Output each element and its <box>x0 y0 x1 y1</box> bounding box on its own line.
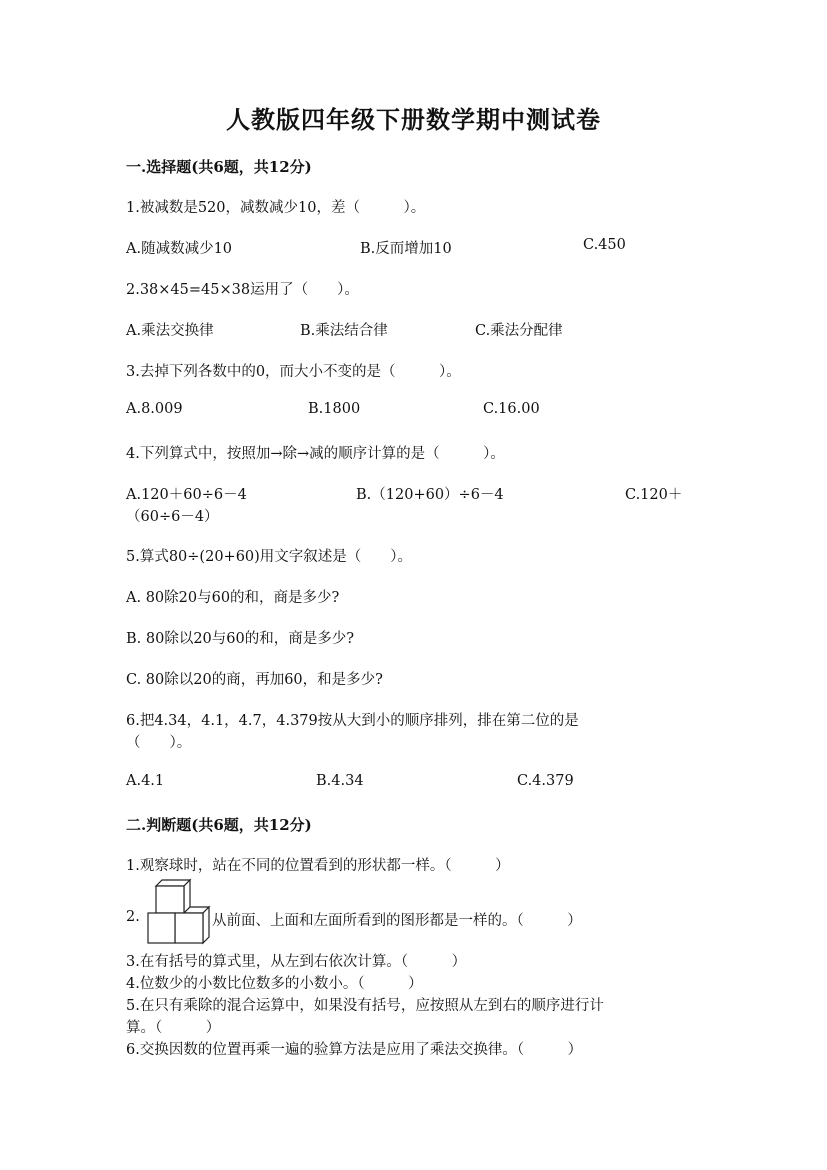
question-1-option-a: A.随减数减少10 <box>126 241 233 257</box>
question-5-option-a: A. 80除20与60的和，商是多少? <box>126 590 340 606</box>
question-3-stem: 3.去掉下列各数中的0，而大小不变的是（ ）。 <box>126 364 461 380</box>
page-title: 人教版四年级下册数学期中测试卷 <box>226 105 601 134</box>
judgement-5-continued: 算。（ ） <box>126 1020 221 1036</box>
section-heading-true-false: 二.判断题(共6题，共12分) <box>126 816 312 834</box>
question-6-stem-continued: （ ）。 <box>126 735 192 751</box>
judgement-2-text: 从前面、上面和左面所看到的图形都是一样的。（ ） <box>212 913 582 929</box>
question-3-option-b: B.1800 <box>308 401 361 417</box>
question-2-option-c: C.乘法分配律 <box>475 323 563 339</box>
question-1-option-b: B.反而增加10 <box>360 241 452 257</box>
question-4-stem: 4.下列算式中，按照加→除→减的顺序计算的是（ ）。 <box>126 446 505 462</box>
left-cube-front-face <box>148 913 175 943</box>
judgement-1: 1.观察球时，站在不同的位置看到的形状都一样。（ ） <box>126 858 510 874</box>
question-2-option-a: A.乘法交换律 <box>126 323 214 339</box>
judgement-5: 5.在只有乘除的混合运算中，如果没有括号，应按照从左到右的顺序进行计 <box>126 998 604 1014</box>
question-1-option-c: C.450 <box>583 237 626 253</box>
question-3-option-a: A.8.009 <box>126 401 183 417</box>
question-6-option-a: A.4.1 <box>126 773 165 789</box>
question-6-option-c: C.4.379 <box>517 773 574 789</box>
stacked-cubes-figure <box>147 878 213 946</box>
question-2-stem: 2.38×45=45×38运用了（ ）。 <box>126 282 359 298</box>
question-3-option-c: C.16.00 <box>483 401 540 417</box>
judgement-6: 6.交换因数的位置再乘一遍的验算方法是应用了乘法交换律。（ ） <box>126 1042 583 1058</box>
judgement-2-number: 2. <box>126 909 140 925</box>
question-5-option-c: C. 80除以20的商，再加60，和是多少? <box>126 672 383 688</box>
question-1-stem: 1.被减数是520，减数减少10，差（ ）。 <box>126 200 426 216</box>
question-2-option-b: B.乘法结合律 <box>300 323 388 339</box>
question-4-option-c-continued: （60÷6－4） <box>126 509 219 525</box>
question-4-option-b: B.（120+60）÷6－4 <box>356 487 504 503</box>
question-5-stem: 5.算式80÷(20+60)用文字叙述是（ ）。 <box>126 549 413 565</box>
question-6-option-b: B.4.34 <box>316 773 364 789</box>
top-cube-front-face <box>156 886 184 913</box>
right-cube-side-face <box>203 907 209 943</box>
judgement-3: 3.在有括号的算式里，从左到右依次计算。（ ） <box>126 954 467 970</box>
question-4-option-c: C.120＋ <box>625 487 683 503</box>
section-heading-choice: 一.选择题(共6题，共12分) <box>126 158 312 176</box>
question-4-option-a: A.120＋60÷6－4 <box>126 487 247 503</box>
question-6-stem: 6.把4.34，4.1，4.7，4.379按从大到小的顺序排列，排在第二位的是 <box>126 713 579 729</box>
judgement-4: 4.位数少的小数比位数多的小数小。（ ） <box>126 976 423 992</box>
right-cube-front-face <box>175 913 203 943</box>
question-5-option-b: B. 80除以20与60的和，商是多少? <box>126 631 354 647</box>
